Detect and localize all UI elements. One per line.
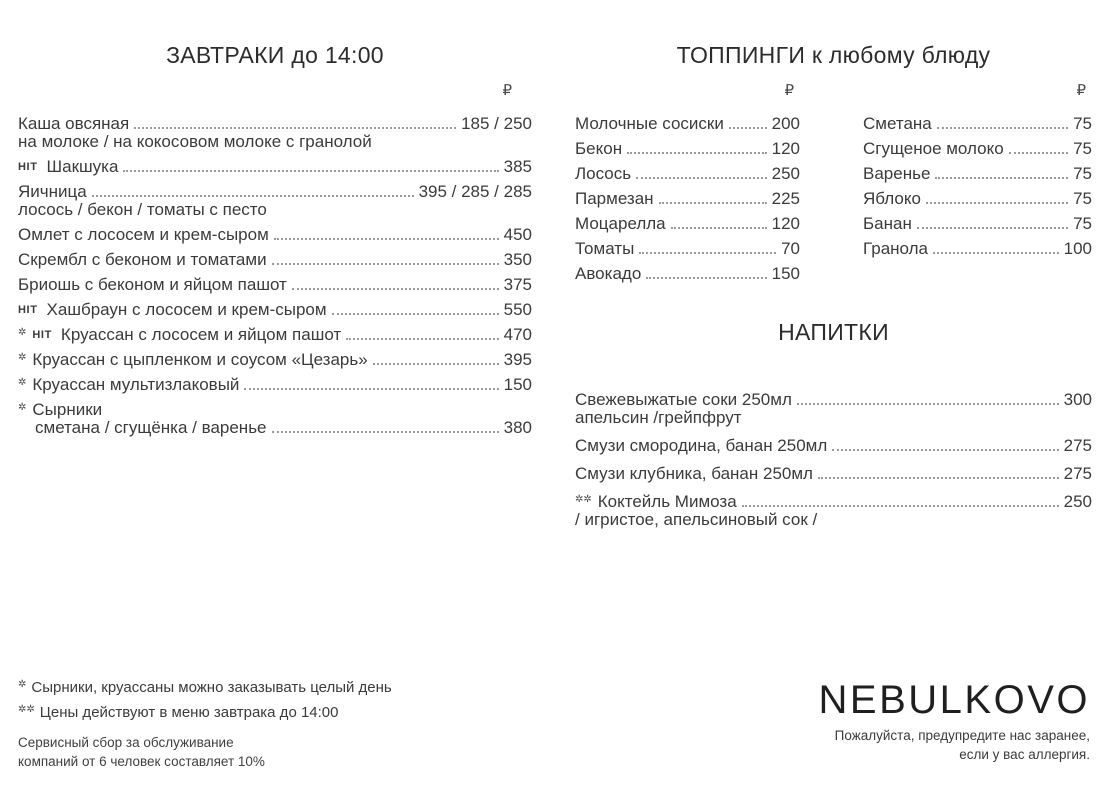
- item-name: Свежевыжатые соки 250мл: [575, 390, 792, 409]
- item-name: Круассан с цыпленком и соусом «Цезарь»: [32, 350, 368, 369]
- dotted-leader: [926, 202, 1068, 204]
- menu-item-main-line: [863, 240, 1092, 258]
- item-name: Скрембл с беконом и томатами: [18, 250, 267, 269]
- menu-item-main-line: [863, 215, 1092, 233]
- dotted-leader: [636, 177, 767, 179]
- hit-badge: HIT: [32, 329, 52, 341]
- dotted-leader: [933, 252, 1059, 254]
- item-price: 120: [771, 139, 800, 158]
- menu-item-main-line: [575, 240, 800, 258]
- item-name: Шакшука: [46, 157, 119, 176]
- item-price: 275: [1063, 436, 1092, 455]
- dotted-leader: [244, 388, 498, 390]
- menu-item-main-line: [863, 190, 1092, 208]
- dotted-leader: [742, 505, 1059, 507]
- footnote-2: [18, 699, 392, 724]
- item-price: 100: [1063, 239, 1092, 258]
- menu-item: [575, 493, 1092, 529]
- menu-item: [18, 401, 532, 437]
- item-price: 395: [503, 350, 532, 369]
- menu-item-main-line: [575, 215, 800, 233]
- dotted-leader: [832, 449, 1058, 451]
- dotted-leader: [627, 152, 767, 154]
- item-subtitle: апельсин /грейпфрут: [575, 408, 742, 427]
- allergy-note: [819, 726, 1090, 764]
- dotted-leader: [639, 252, 776, 254]
- item-name: Омлет с лососем и крем-сыром: [18, 225, 269, 244]
- menu-item: [18, 326, 532, 344]
- menu-item: [18, 351, 532, 369]
- item-name: Каша овсяная: [18, 114, 130, 133]
- item-name: Сметана: [863, 114, 932, 133]
- menu-item-main-line: [575, 437, 1092, 455]
- brand-block: [819, 679, 1090, 764]
- currency-header-toppings-1: [575, 81, 800, 99]
- drinks-list: [575, 391, 1092, 529]
- item-name: Банан: [863, 214, 912, 233]
- menu-item: [575, 115, 800, 133]
- item-price: 150: [503, 375, 532, 394]
- item-price: 250: [1063, 492, 1092, 511]
- item-name: Сгущеное молоко: [863, 139, 1004, 158]
- item-name: Томаты: [575, 239, 635, 258]
- hit-badge: HIT: [18, 161, 38, 173]
- service-fee-line-2: компаний от 6 человек составляет 10%: [18, 754, 265, 769]
- item-price: 150: [771, 264, 800, 283]
- menu-item-main-line: [18, 115, 532, 133]
- menu-item: [863, 190, 1092, 208]
- dotted-leader: [272, 263, 499, 265]
- menu-item: [575, 265, 800, 283]
- toppings-title: [575, 43, 1092, 67]
- menu-item-main-line: [575, 493, 1092, 511]
- toppings-list-1: [575, 115, 800, 283]
- dotted-leader: [332, 313, 499, 315]
- item-price: 120: [771, 214, 800, 233]
- ruble-sign-icon: ₽: [1076, 82, 1086, 99]
- dotted-leader: [272, 431, 499, 433]
- menu-item-sub-line: [18, 133, 532, 151]
- item-subtitle: лосось / бекон / томаты с песто: [18, 200, 267, 219]
- service-fee-note: [18, 733, 265, 771]
- item-name: Бриошь с беконом и яйцом пашот: [18, 275, 287, 294]
- item-name: Авокадо: [575, 264, 642, 283]
- menu-item-main-line: [18, 276, 532, 294]
- menu-item-main-line: [18, 376, 532, 394]
- dotted-leader: [292, 288, 499, 290]
- item-name: Сырники: [32, 400, 103, 419]
- brand-logo: NEBULKOVO: [818, 678, 1090, 722]
- item-price: 75: [1073, 214, 1092, 233]
- item-price: 550: [503, 300, 532, 319]
- asterisk-icon: ✲: [18, 679, 27, 690]
- menu-item-main-line: [575, 140, 800, 158]
- toppings-title-caps: ТОППИНГИ: [676, 42, 806, 68]
- item-price: 380: [503, 418, 532, 437]
- item-name: Пармезан: [575, 189, 654, 208]
- item-name: Смузи клубника, банан 250мл: [575, 464, 813, 483]
- dotted-leader: [818, 477, 1059, 479]
- double-asterisk-icon: ✲✲: [18, 704, 35, 715]
- toppings-column-1: [575, 67, 800, 290]
- item-price: 450: [503, 225, 532, 244]
- menu-item: [18, 158, 532, 176]
- item-price: 70: [781, 239, 800, 258]
- menu-item-main-line: [18, 158, 532, 176]
- item-price: 185 / 250: [461, 114, 532, 133]
- menu-item: [18, 301, 532, 319]
- item-name: Яичница: [18, 182, 87, 201]
- item-price: 75: [1073, 189, 1092, 208]
- dotted-leader: [646, 277, 766, 279]
- dotted-leader: [373, 363, 499, 365]
- hit-badge: HIT: [18, 304, 38, 316]
- menu-item-main-line: [863, 115, 1092, 133]
- menu-item-main-line: [863, 165, 1092, 183]
- menu-item-sub-line: [575, 409, 1092, 427]
- asterisk-icon: ✲: [18, 377, 27, 388]
- menu-item: [575, 437, 1092, 455]
- menu-item-sub-line: [18, 419, 532, 437]
- item-price: 75: [1073, 114, 1092, 133]
- menu-item: [575, 165, 800, 183]
- menu-item: [18, 251, 532, 269]
- dotted-leader: [274, 238, 499, 240]
- item-price: 375: [503, 275, 532, 294]
- item-name: Смузи смородина, банан 250мл: [575, 436, 828, 455]
- toppings-list-2: [863, 115, 1092, 258]
- menu-item-main-line: [575, 190, 800, 208]
- item-name: Варенье: [863, 164, 931, 183]
- toppings-drinks-section: [575, 30, 1092, 539]
- item-price: 250: [771, 164, 800, 183]
- dotted-leader: [123, 170, 498, 172]
- dotted-leader: [346, 338, 498, 340]
- menu-item-sub-line: [18, 201, 532, 219]
- menu-item: [575, 215, 800, 233]
- menu-item-sub-line: [575, 511, 1092, 529]
- menu-item: [863, 240, 1092, 258]
- item-name: Бекон: [575, 139, 623, 158]
- item-price: 385: [503, 157, 532, 176]
- currency-header-toppings-2: [863, 81, 1092, 99]
- service-fee-line-1: Сервисный сбор за обслуживание: [18, 735, 234, 750]
- menu-item: [575, 190, 800, 208]
- item-name: Лосось: [575, 164, 632, 183]
- asterisk-icon: ✲: [18, 352, 27, 363]
- menu-item-main-line: [575, 115, 800, 133]
- menu-item-main-line: [575, 465, 1092, 483]
- menu-item: [575, 465, 1092, 483]
- allergy-note-line-2: если у вас аллергия.: [959, 747, 1090, 762]
- menu-item: [575, 140, 800, 158]
- menu-item: [863, 115, 1092, 133]
- item-price: 75: [1073, 164, 1092, 183]
- toppings-column-2: [863, 67, 1092, 290]
- ruble-sign-icon: ₽: [502, 82, 512, 99]
- asterisk-icon: ✲: [18, 402, 27, 413]
- dotted-leader: [671, 227, 767, 229]
- menu-item-main-line: [18, 226, 532, 244]
- menu-item: [863, 215, 1092, 233]
- item-price: 395 / 285 / 285: [418, 182, 532, 201]
- menu-item-main-line: [18, 183, 532, 201]
- asterisk-icon: ✲: [18, 327, 27, 338]
- item-price: 225: [771, 189, 800, 208]
- footnotes: [18, 674, 392, 724]
- menu-item-main-line: [18, 351, 532, 369]
- item-price: 470: [503, 325, 532, 344]
- item-name: Коктейль Мимоза: [597, 492, 737, 511]
- asterisk-icon: ✲✲: [575, 494, 592, 505]
- footnote-1: [18, 674, 392, 699]
- dotted-leader: [917, 227, 1068, 229]
- footnote-1-text: Сырники, круассаны можно заказывать целый день: [31, 679, 392, 696]
- item-name: Молочные сосиски: [575, 114, 724, 133]
- dotted-leader: [729, 127, 767, 129]
- breakfast-title-caps: ЗАВТРАКИ: [166, 42, 285, 68]
- item-price: 200: [771, 114, 800, 133]
- menu-item: [18, 226, 532, 244]
- menu-item-main-line: [18, 326, 532, 344]
- menu-item-main-line: [18, 251, 532, 269]
- allergy-note-line-1: Пожалуйста, предупредите нас заранее,: [834, 728, 1090, 743]
- menu-item: [18, 183, 532, 219]
- menu-item-main-line: [575, 391, 1092, 409]
- menu-item-main-line: [863, 140, 1092, 158]
- item-price: 75: [1073, 139, 1092, 158]
- ruble-sign-icon: ₽: [784, 82, 794, 99]
- currency-header-breakfast: [18, 81, 532, 99]
- menu-item-main-line: [575, 165, 800, 183]
- menu-item: [18, 115, 532, 151]
- dotted-leader: [134, 127, 456, 129]
- dotted-leader: [659, 202, 767, 204]
- item-subtitle: на молоке / на кокосовом молоке с гранолой: [18, 132, 372, 151]
- item-price: 275: [1063, 464, 1092, 483]
- dotted-leader: [937, 127, 1068, 129]
- menu-item: [575, 240, 800, 258]
- drinks-title: НАПИТКИ: [778, 319, 889, 345]
- breakfast-section: [18, 30, 532, 444]
- menu-item-main-line: [18, 301, 532, 319]
- item-name: Круассан с лососем и яйцом пашот: [60, 325, 342, 344]
- dotted-leader: [92, 195, 414, 197]
- item-name: Круассан мультизлаковый: [32, 375, 240, 394]
- footnote-2-text: Цены действуют в меню завтрака до 14:00: [39, 704, 339, 721]
- item-subtitle: сметана / сгущёнка / варенье: [35, 418, 267, 437]
- toppings-grid: [575, 67, 1092, 290]
- item-price: 350: [503, 250, 532, 269]
- menu-item: [863, 165, 1092, 183]
- menu-item: [18, 276, 532, 294]
- breakfast-items-list: [18, 115, 532, 437]
- menu-item-main-line: [575, 265, 800, 283]
- item-price: 300: [1063, 390, 1092, 409]
- toppings-title-suffix: к любому блюду: [811, 42, 991, 68]
- item-subtitle: / игристое, апельсиновый сок /: [575, 510, 818, 529]
- menu-item: [863, 140, 1092, 158]
- item-name: Моцарелла: [575, 214, 666, 233]
- breakfast-title: [18, 43, 532, 67]
- breakfast-title-suffix: до 14:00: [291, 42, 384, 68]
- menu-item: [18, 376, 532, 394]
- menu-item: [575, 391, 1092, 427]
- menu-item-main-line: [18, 401, 532, 419]
- item-name: Гранола: [863, 239, 929, 258]
- item-name: Хашбраун с лососем и крем-сыром: [46, 300, 327, 319]
- dotted-leader: [935, 177, 1068, 179]
- dotted-leader: [1009, 152, 1068, 154]
- item-name: Яблоко: [863, 189, 921, 208]
- dotted-leader: [797, 403, 1059, 405]
